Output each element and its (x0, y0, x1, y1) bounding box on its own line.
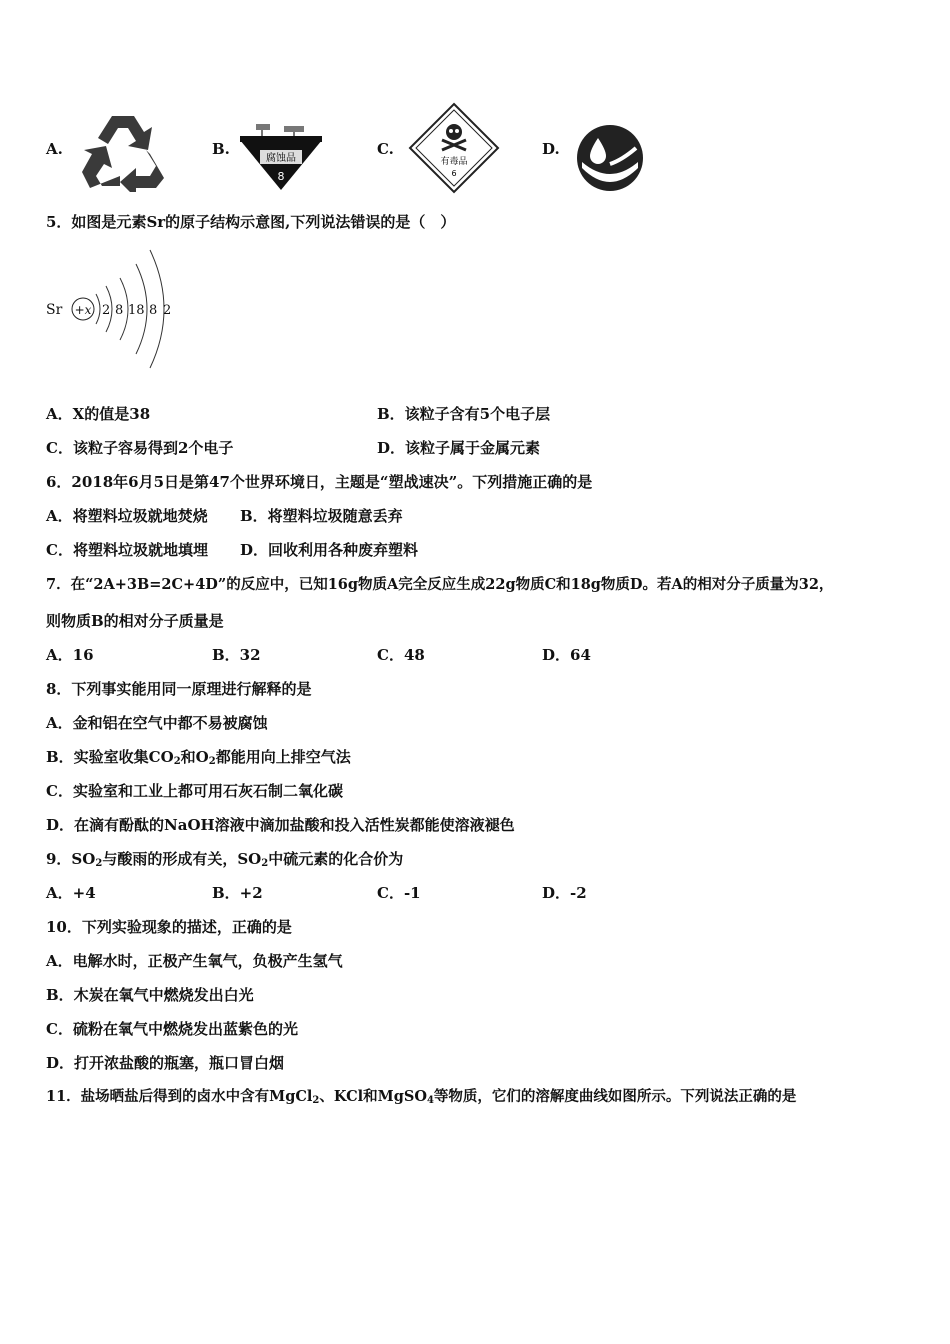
q9-stem-pre: 9．SO (46, 850, 96, 868)
q5-option-a: A．X的值是38 (46, 405, 151, 423)
q7-option-c: C．48 (377, 646, 425, 664)
q10-option-b: B．木炭在氧气中燃烧发出白光 (46, 986, 254, 1004)
toxic-sign-text: 有毒品 (440, 157, 468, 167)
corrosive-sign-icon (238, 110, 324, 192)
q8-stem: 8．下列事实能用同一原理进行解释的是 (46, 680, 312, 698)
q5-option-c: C．该粒子容易得到2个电子 (46, 439, 234, 457)
q4-option-d-label: D. (542, 140, 560, 158)
q8-option-c: C．实验室和工业上都可用石灰石制二氧化碳 (46, 782, 343, 800)
shell-electrons-2: 8 (115, 303, 124, 318)
q9-option-d: D．-2 (542, 884, 587, 902)
recycle-icon (78, 110, 168, 192)
q11-stem-sub1: 2 (312, 1095, 320, 1106)
q11-stem-sub2: 4 (426, 1095, 434, 1106)
q8-option-b-pre: B．实验室收集CO (46, 748, 174, 766)
shell-electrons-1: 2 (102, 303, 111, 318)
shell-electrons-3: 18 (128, 303, 145, 318)
q8-option-b-mid: 和O (180, 748, 209, 766)
q9-stem-post: 中硫元素的化合价为 (268, 850, 404, 868)
q7-option-a: A．16 (46, 646, 94, 664)
q6-option-a: A．将塑料垃圾就地焚烧 (46, 507, 208, 525)
q9-stem-sub2: 2 (261, 858, 269, 869)
q11-stem-mid: 、KCl和MgSO (319, 1088, 427, 1105)
q10-option-a: A．电解水时，正极产生氧气，负极产生氢气 (46, 952, 343, 970)
q6-option-b: B．将塑料垃圾随意丢弃 (240, 507, 403, 525)
sr-atom-structure-diagram (44, 246, 184, 376)
electron-shell-1 (96, 294, 100, 324)
q7-option-b: B．32 (212, 646, 261, 664)
q10-option-c: C．硫粉在氧气中燃烧发出蓝紫色的光 (46, 1020, 298, 1038)
q4-option-b-label: B. (212, 140, 230, 158)
q9-stem-mid: 与酸雨的形成有关，SO (102, 850, 262, 868)
q5-option-b: B．该粒子含有5个电子层 (377, 405, 551, 423)
q5-stem: 5．如图是元素Sr的原子结构示意图,下列说法错误的是（ ） (46, 213, 456, 231)
q5-option-d: D．该粒子属于金属元素 (377, 439, 541, 457)
q9-option-c: C．-1 (377, 884, 421, 902)
q9-option-b: B．+2 (212, 884, 263, 902)
q6-option-d: D．回收利用各种废弃塑料 (240, 541, 419, 559)
q10-option-d: D．打开浓盐酸的瓶塞，瓶口冒白烟 (46, 1054, 285, 1072)
sr-element-symbol: Sr (46, 302, 63, 318)
q11-stem (46, 1087, 796, 1111)
shell-electrons-5: 2 (163, 303, 172, 318)
q9-option-a: A．+4 (46, 884, 96, 902)
q7-stem-line2: 则物质B的相对分子质量是 (46, 612, 224, 630)
q6-stem: 6．2018年6月5日是第47个世界环境日，主题是“塑战速决”。下列措施正确的是 (46, 473, 593, 491)
q4-option-a-label: A. (46, 140, 63, 158)
q9-stem (46, 849, 403, 874)
q8-option-b (46, 747, 351, 772)
corrosive-sign-text: 腐蚀品 (266, 153, 296, 164)
q6-option-c: C．将塑料垃圾就地填埋 (46, 541, 208, 559)
toxic-sign-icon (408, 102, 500, 194)
q7-stem-line1: 7．在“2A+3B=2C+4D”的反应中，已知16g物质A完全反应生成22g物质C和18g物质D。若A的相对分子质量为32， (46, 576, 834, 593)
q8-option-d: D．在滴有酚酞的NaOH溶液中滴加盐酸和投入活性炭都能使溶液褪色 (46, 816, 515, 834)
q8-option-b-sub2: 2 (208, 756, 216, 767)
water-saving-icon (576, 124, 644, 192)
q8-option-b-post: 都能用向上排空气法 (215, 748, 351, 766)
q7-option-d: D．64 (542, 646, 591, 664)
q8-option-b-sub1: 2 (173, 756, 181, 767)
q9-stem-sub1: 2 (95, 858, 103, 869)
q11-stem-post: 等物质，它们的溶解度曲线如图所示。下列说法正确的是 (433, 1088, 797, 1105)
q10-stem: 10．下列实验现象的描述，正确的是 (46, 918, 292, 936)
q11-stem-pre: 11．盐场晒盐后得到的卤水中含有MgCl (46, 1088, 313, 1105)
toxic-sign-number: 6 (451, 169, 457, 178)
q8-option-a: A．金和铝在空气中都不易被腐蚀 (46, 714, 268, 732)
q4-option-c-label: C. (377, 140, 394, 158)
shell-electrons-4: 8 (149, 303, 158, 318)
corrosive-sign-number: 8 (277, 170, 285, 183)
sr-nucleus-charge: +x (74, 303, 92, 317)
